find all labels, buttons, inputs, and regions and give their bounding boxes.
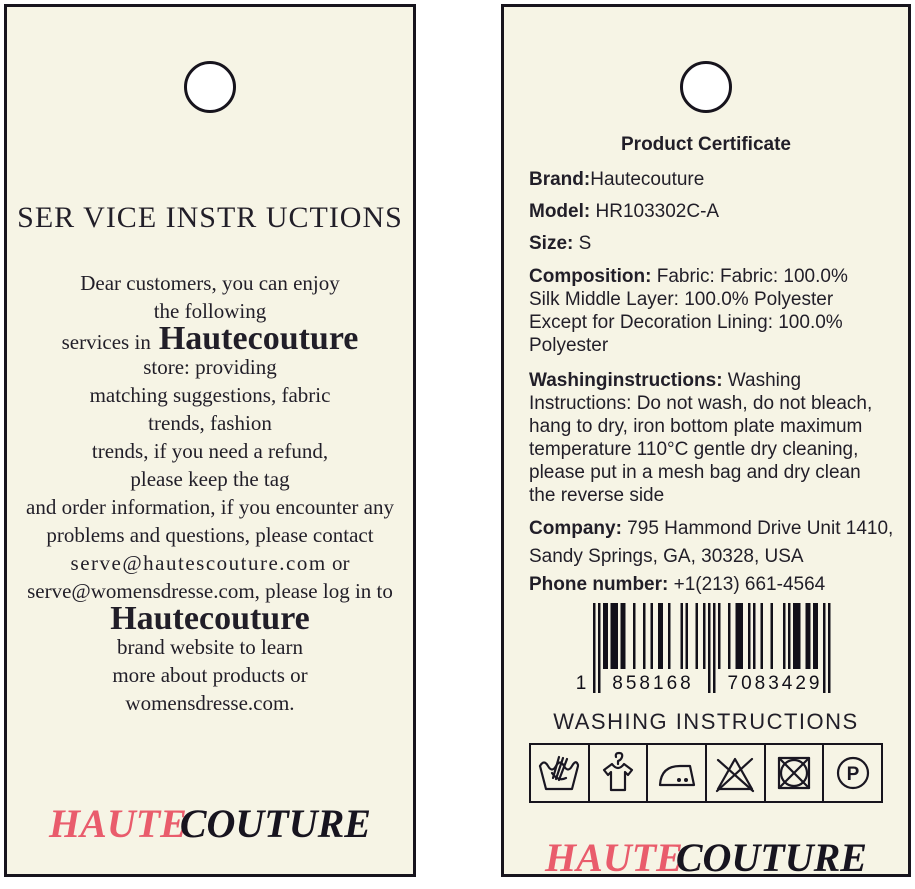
punch-hole (680, 61, 732, 113)
barcode-digits-left: 858168 (612, 673, 694, 694)
phone-value: +1(213) 661-4564 (668, 574, 826, 595)
composition-label: Composition: (529, 266, 652, 287)
dry-clean-letter: P (846, 764, 860, 785)
iron-two-dots-icon (653, 750, 701, 796)
body-line-text: or (326, 551, 350, 575)
service-instructions-tag (4, 4, 416, 877)
body-line-text: services in (61, 330, 151, 354)
body-line: Dear customers, you can enjoy (80, 271, 340, 295)
hautecouture-logo (529, 835, 883, 877)
phone-label: Phone number: (529, 574, 669, 595)
care-cell-hang-to-dry (588, 743, 649, 803)
body-line: serve@womensdresse.com, please log in to (27, 579, 393, 603)
hautecouture-logo (7, 801, 413, 847)
professional-dry-clean-icon (829, 750, 877, 796)
body-line: more about products or (112, 663, 308, 687)
care-cell-iron (646, 743, 707, 803)
body-line: trends, fashion (148, 411, 272, 435)
care-cell-dry-clean (822, 743, 883, 803)
company-label: Company: (529, 518, 622, 539)
washing-value: Washing Instructions: Do not wash, do not bleach, hang to dry, iron bottom plate maximum temperature 110°C gentle dry cleaning, please put in a mesh bag and dry clean the reverse side (529, 370, 873, 506)
body-line: womensdresse.com. (125, 691, 295, 715)
body-line: problems and questions, please contact (46, 523, 374, 547)
composition-value: Fabric: Fabric: 100.0% Silk Middle Layer: 100.0% Polyester Except for Decoration Lining: 100.0% Polyester (529, 266, 848, 356)
body-line: the following (153, 299, 267, 323)
body-line: matching suggestions, fabric (89, 383, 331, 407)
hang-to-dry-icon (594, 750, 642, 796)
size-row (529, 233, 883, 255)
product-certificate-tag (501, 4, 911, 877)
care-cell-hand-wash (529, 743, 590, 803)
washing-instructions-heading: WASHING INSTRUCTIONS (553, 709, 859, 734)
body-line: trends, if you need a refund, (91, 439, 329, 463)
punch-hole (184, 61, 236, 113)
service-email: serve@hautescouture.com (70, 551, 327, 575)
company-value: 795 Hammond Drive Unit 1410, (621, 518, 894, 539)
composition-paragraph (529, 265, 883, 357)
brand-name-standalone: Hautecouture (110, 600, 310, 637)
product-certificate-title: Product Certificate (621, 134, 791, 155)
do-not-bleach-icon (711, 750, 759, 796)
body-line (7, 320, 413, 357)
body-line: brand website to learn (116, 635, 304, 659)
brand-row (529, 169, 883, 191)
body-line: please keep the tag (130, 467, 290, 491)
brand-name-inline: Hautecouture (158, 320, 359, 357)
size-label: Size: (529, 233, 574, 254)
body-line: store: providing (143, 355, 277, 379)
model-label: Model: (529, 201, 591, 222)
do-not-tumble-dry-icon (770, 750, 818, 796)
care-cell-do-not-bleach (705, 743, 766, 803)
barcode (573, 603, 839, 695)
washing-label: Washinginstructions: (529, 370, 723, 391)
company-address-row: Sandy Springs, GA, 30328, USA (529, 546, 804, 567)
care-symbols-row (529, 743, 883, 803)
logo-couture-text: COUTURE (675, 835, 867, 877)
service-instructions-title: SER VICE INSTR UCTIONS (17, 201, 403, 234)
care-cell-do-not-tumble-dry (764, 743, 825, 803)
hand-wash-icon (535, 750, 583, 796)
service-instructions-body (7, 269, 413, 717)
model-value: HR103302C-A (590, 201, 720, 222)
barcode-digit-first: 1 (575, 673, 587, 694)
washing-instructions-paragraph (529, 369, 883, 507)
logo-couture-text: COUTURE (179, 801, 371, 846)
model-row (529, 201, 883, 223)
body-line (7, 549, 413, 577)
logo-haute-text: HAUTE (49, 801, 187, 846)
body-line (7, 600, 413, 637)
brand-value: Hautecouture (590, 169, 705, 190)
phone-row (529, 571, 883, 599)
body-line: and order information, if you encounter any (26, 495, 394, 519)
company-block (529, 515, 894, 599)
company-row (529, 515, 894, 543)
logo-haute-text: HAUTE (545, 835, 683, 877)
barcode-digits-right: 7083429 (727, 673, 823, 694)
brand-label: Brand: (529, 169, 591, 190)
product-info-rows (529, 169, 883, 255)
size-value: S (573, 233, 592, 254)
